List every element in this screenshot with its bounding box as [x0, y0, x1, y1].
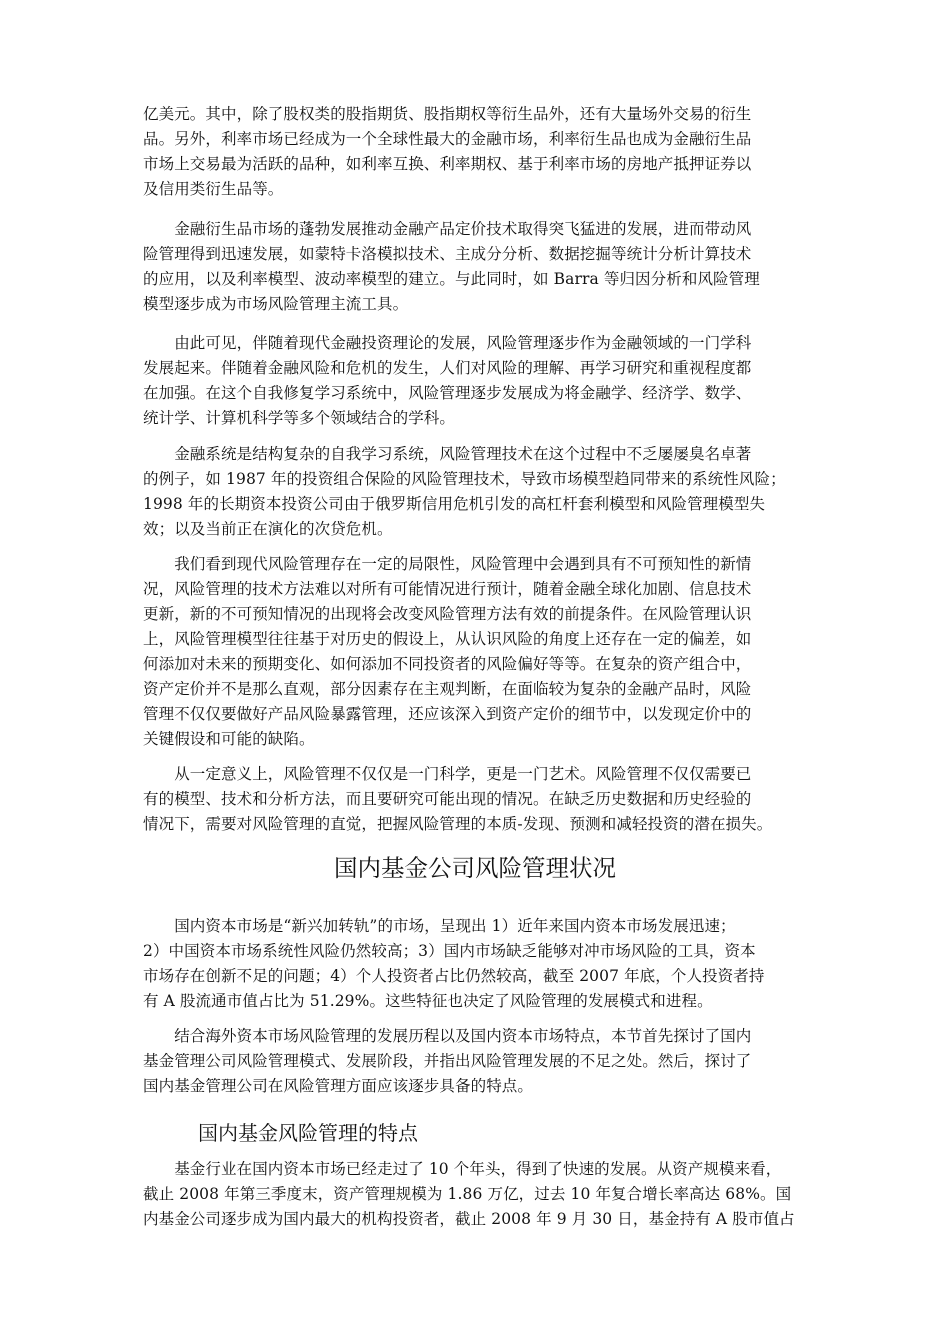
text-line: 上，风险管理模型往往基于对历史的假设上，从认识风险的角度上还存在一定的偏差，如	[143, 630, 752, 648]
text-line: 截止 2008 年第三季度末，资产管理规模为 1.86 万亿，过去 10 年复合增长率高达 68%。国	[143, 1185, 792, 1203]
text-line: 模型逐步成为市场风险管理主流工具。	[143, 295, 409, 313]
text-line: 情况下，需要对风险管理的直觉，把握风险管理的本质-发现、预测和减轻投资的潜在损失。	[143, 815, 773, 833]
text-line: 内基金公司逐步成为国内最大的机构投资者，截止 2008 年 9 月 30 日，基金持有 A 股市值占	[143, 1210, 795, 1228]
section-heading: 国内基金公司风险管理状况	[334, 854, 616, 882]
text-line: 亿美元。其中，除了股权类的股指期货、股指期权等衍生品外，还有大量场外交易的衍生	[143, 105, 752, 123]
text-line: 况，风险管理的技术方法难以对所有可能情况进行预计，随着金融全球化加剧、信息技术	[143, 580, 752, 598]
text-line: 效；以及当前正在演化的次贷危机。	[143, 520, 393, 538]
text-line: 的应用，以及利率模型、波动率模型的建立。与此同时，如 Barra 等归因分析和风险管理	[143, 270, 760, 288]
paragraph	[143, 914, 833, 1014]
paragraph	[143, 1024, 833, 1099]
text-line: 金融系统是结构复杂的自我学习系统，风险管理技术在这个过程中不乏屡屡臭名卓著	[143, 445, 752, 463]
text-line: 基金管理公司风险管理模式、发展阶段，并指出风险管理发展的不足之处。然后，探讨了	[143, 1052, 752, 1070]
text-line: 险管理得到迅速发展，如蒙特卡洛模拟技术、主成分分析、数据挖掘等统计分析计算技术	[143, 245, 752, 263]
text-line: 资产定价并不是那么直观，部分因素存在主观判断，在面临较为复杂的金融产品时，风险	[143, 680, 752, 698]
text-line: 及信用类衍生品等。	[143, 180, 284, 198]
text-line: 国内基金管理公司在风险管理方面应该逐步具备的特点。	[143, 1077, 534, 1095]
subsection-heading: 国内基金风险管理的特点	[198, 1121, 418, 1145]
text-line: 2）中国资本市场系统性风险仍然较高；3）国内市场缺乏能够对冲市场风险的工具，资本	[143, 942, 756, 960]
text-line: 市场上交易最为活跃的品种，如利率互换、利率期权、基于利率市场的房地产抵押证券以	[143, 155, 752, 173]
paragraph	[143, 552, 833, 752]
text-line: 由此可见，伴随着现代金融投资理论的发展，风险管理逐步作为金融领域的一门学科	[143, 334, 752, 352]
text-line: 有 A 股流通市值占比为 51.29%。这些特征也决定了风险管理的发展模式和进程。	[143, 992, 713, 1010]
paragraph	[143, 331, 833, 431]
text-line: 结合海外资本市场风险管理的发展历程以及国内资本市场特点，本节首先探讨了国内	[143, 1027, 752, 1045]
text-line: 金融衍生品市场的蓬勃发展推动金融产品定价技术取得突飞猛进的发展，进而带动风	[143, 220, 752, 238]
text-line: 的例子，如 1987 年的投资组合保险的风险管理技术，导致市场模型趋同带来的系统性风险；	[143, 470, 786, 488]
text-line: 品。另外，利率市场已经成为一个全球性最大的金融市场，利率衍生品也成为金融衍生品	[143, 130, 752, 148]
text-line: 市场存在创新不足的问题；4）个人投资者占比仍然较高，截至 2007 年底，个人投资者持	[143, 967, 765, 985]
text-line: 国内资本市场是“新兴加转轨”的市场，呈现出 1）近年来国内资本市场发展迅速；	[143, 917, 736, 935]
paragraph	[143, 762, 833, 837]
text-line: 从一定意义上，风险管理不仅仅是一门科学，更是一门艺术。风险管理不仅仅需要已	[143, 765, 752, 783]
paragraph	[143, 1157, 833, 1232]
text-line: 何添加对未来的预期变化、如何添加不同投资者的风险偏好等等。在复杂的资产组合中，	[143, 655, 752, 673]
text-line: 发展起来。伴随着金融风险和危机的发生，人们对风险的理解、再学习研究和重视程度都	[143, 359, 752, 377]
text-line: 在加强。在这个自我修复学习系统中，风险管理逐步发展成为将金融学、经济学、数学、	[143, 384, 752, 402]
text-line: 1998 年的长期资本投资公司由于俄罗斯信用危机引发的高杠杆套利模型和风险管理模型失	[143, 495, 766, 513]
paragraph	[143, 217, 833, 317]
text-line: 基金行业在国内资本市场已经走过了 10 个年头，得到了快速的发展。从资产规模来看，	[143, 1160, 782, 1178]
paragraph	[143, 102, 833, 202]
text-line: 统计学、计算机科学等多个领域结合的学科。	[143, 409, 456, 427]
text-line: 我们看到现代风险管理存在一定的局限性，风险管理中会遇到具有不可预知性的新情	[143, 555, 752, 573]
text-line: 关键假设和可能的缺陷。	[143, 730, 315, 748]
text-line: 更新，新的不可预知情况的出现将会改变风险管理方法有效的前提条件。在风险管理认识	[143, 605, 752, 623]
text-line: 有的模型、技术和分析方法，而且要研究可能出现的情况。在缺乏历史数据和历史经验的	[143, 790, 752, 808]
text-line: 管理不仅仅要做好产品风险暴露管理，还应该深入到资产定价的细节中，以发现定价中的	[143, 705, 752, 723]
paragraph	[143, 442, 833, 542]
